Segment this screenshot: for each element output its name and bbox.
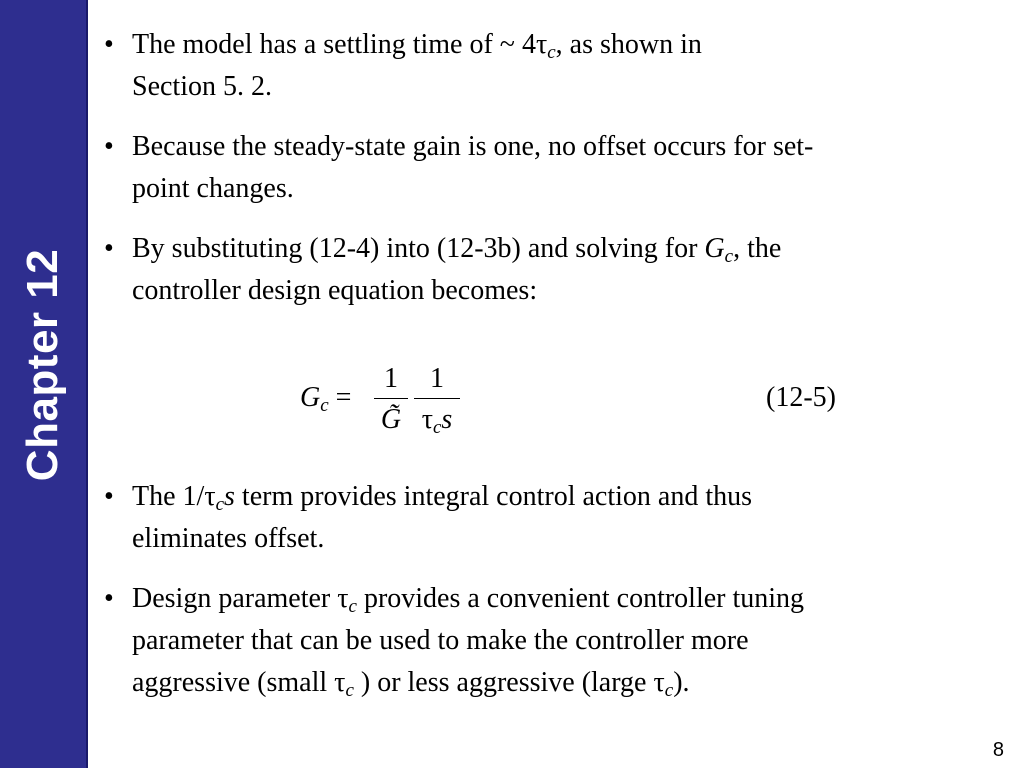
fraction-bar [374,398,408,399]
bullet-line: The $1/\tau_cs$ term provides integral control action and thus [132,481,753,515]
tau-symbol: τ [204,481,216,512]
fraction-one-over-g-tilde: 1 G̃ [374,362,408,437]
page-number: 8 [992,739,1004,761]
bullet-integral-term [100,476,980,560]
tau-symbol: τ [653,667,665,698]
bullet-line: aggressive (small $\tau_c$ ) or less aggressive (large $\tau_c$). [132,667,690,701]
bullet-marker: • [104,29,114,60]
bullet-line: The model has a settling time of ~ $4\tau_c$, as shown in [132,29,702,63]
fraction-bar [414,398,460,399]
tau-symbol: τ [334,667,346,698]
bullet-settling-time [100,24,980,108]
bullet-line: parameter that can be used to make the controller more [132,625,749,656]
bullet-substituting [100,228,980,312]
bullet-line: Because the steady-state gain is one, no offset occurs for set- [132,131,814,162]
bullet-marker: • [104,131,114,162]
bullet-line: point changes. [132,173,294,204]
chapter-sidebar [0,0,88,768]
fraction-one-over-tau-s: 1 $\tau_cs$ [414,362,460,437]
tau-symbol: τ [337,583,349,614]
bullet-line: By substituting (12-4) into (12-3b) and solving for $G_c$, the [132,233,782,267]
bullet-line: Design parameter $\tau_c$ provides a convenient controller tuning [132,583,805,617]
bullet-line: controller design equation becomes: [132,275,538,306]
bullet-design-parameter [100,578,980,704]
tau-symbol: τ [535,29,548,60]
chapter-label: Chapter 12 [18,248,67,482]
bullet-steady-state-gain [100,126,980,210]
controller-design-equation [300,362,860,452]
equation-number: (12-5) [766,382,836,413]
bullet-line: Section 5. 2. [132,71,272,102]
bullet-marker: • [104,583,114,614]
equation-lhs: $G_c$ = [300,382,352,416]
bullet-line: eliminates offset. [132,523,325,554]
bullet-marker: • [104,481,114,512]
bullet-marker: • [104,233,114,264]
